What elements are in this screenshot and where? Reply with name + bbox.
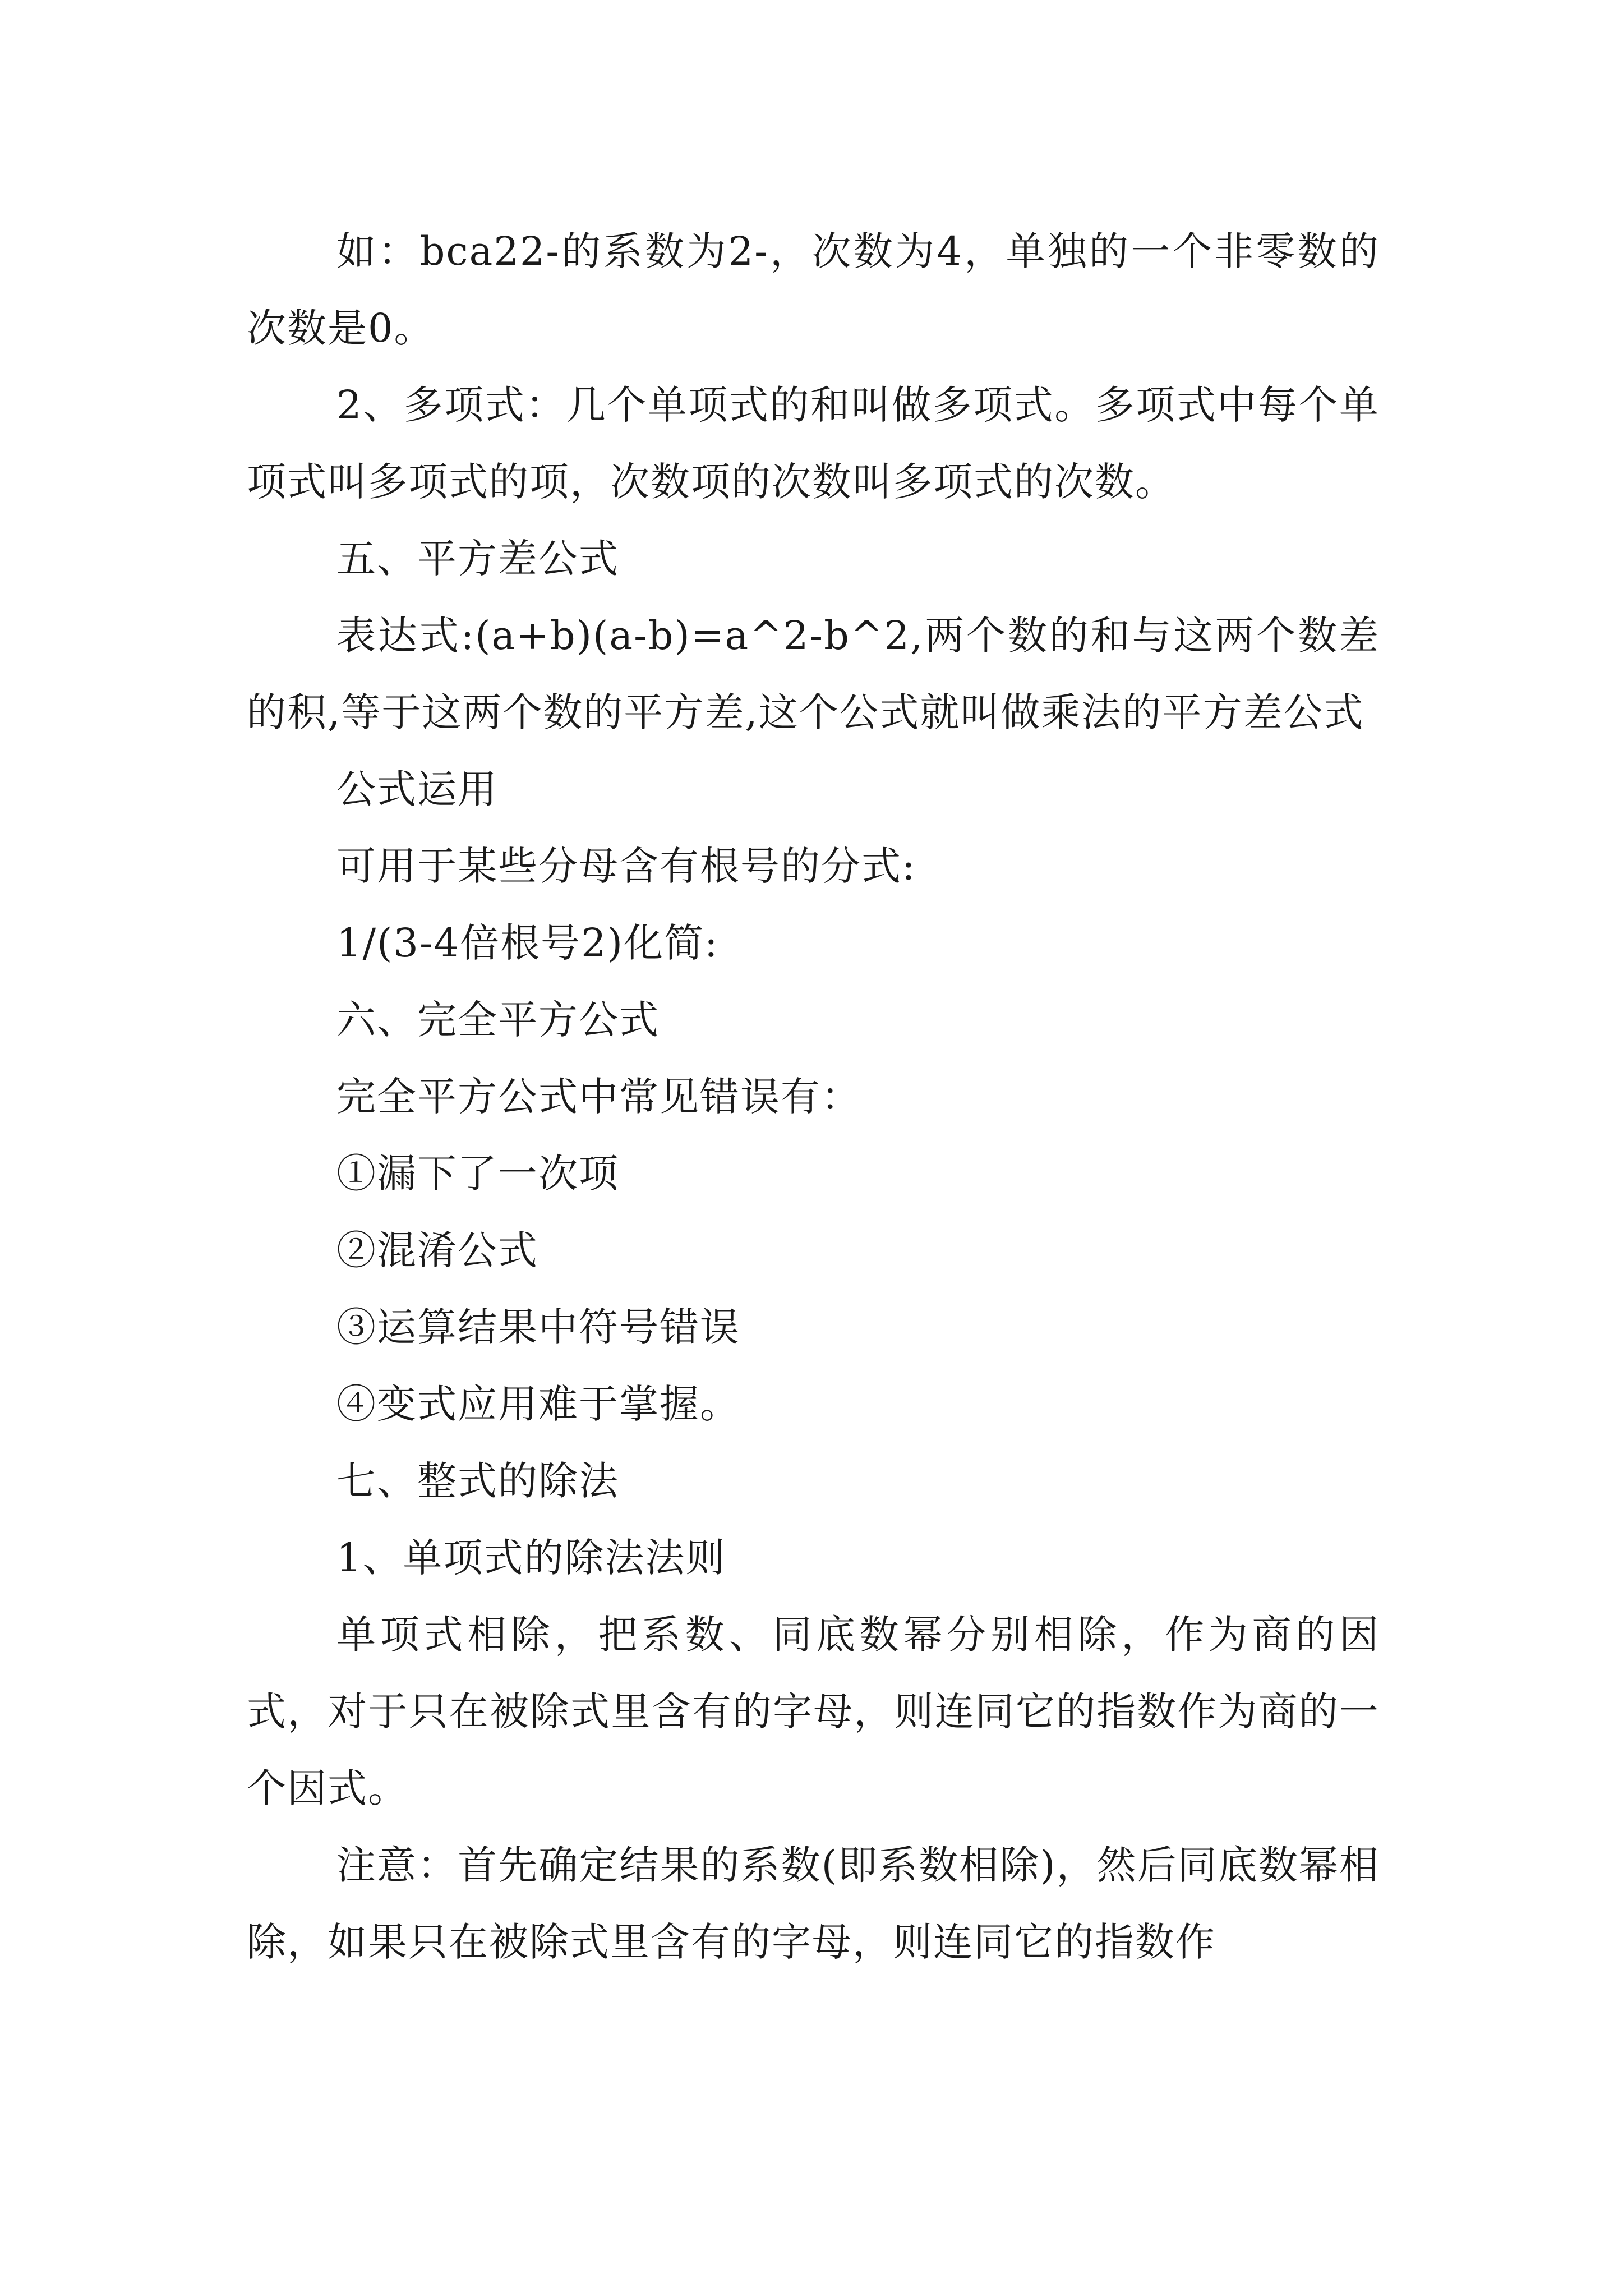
subheading-monomial-division-rule: 1、单项式的除法法则 <box>336 1535 726 1581</box>
paragraph-common-errors-intro: 完全平方公式中常见错误有： <box>336 1074 861 1120</box>
heading-difference-of-squares: 五、平方差公式 <box>336 536 619 582</box>
document-body <box>247 213 1380 1981</box>
paragraph-coefficient-example: 如：bca22-的系数为2-，次数为4，单独的一个非零数的次数是0。 <box>247 228 1380 351</box>
paragraph-simplify-example: 1/(3-4倍根号2)化简: <box>336 920 719 966</box>
list-item-error-4: ④变式应用难于掌握。 <box>336 1381 740 1427</box>
heading-polynomial-division: 七、整式的除法 <box>336 1458 619 1504</box>
list-item-error-2: ②混淆公式 <box>336 1227 538 1273</box>
list-item-error-3: ③运算结果中符号错误 <box>336 1304 740 1350</box>
paragraph-difference-of-squares-expression: 表达式:(a+b)(a-b)=a^2-b^2,两个数的和与这两个数差的积,等于这两个数的平方差,这个公式就叫做乘法的平方差公式 <box>247 613 1380 735</box>
paragraph-polynomial-definition: 2、多项式：几个单项式的和叫做多项式。多项式中每个单项式叫多项式的项，次数项的次数叫多项式的次数。 <box>247 382 1380 505</box>
paragraph-radical-denominator: 可用于某些分母含有根号的分式: <box>336 843 916 889</box>
subheading-formula-application: 公式运用 <box>336 766 498 812</box>
heading-perfect-square-formula: 六、完全平方公式 <box>336 997 660 1043</box>
paragraph-monomial-division-rule: 单项式相除，把系数、同底数幂分别相除，作为商的因式，对于只在被除式里含有的字母，则连同它的指数作为商的一个因式。 <box>247 1612 1380 1811</box>
list-item-error-1: ①漏下了一次项 <box>336 1151 619 1197</box>
paragraph-division-note: 注意：首先确定结果的系数(即系数相除)，然后同底数幂相除，如果只在被除式里含有的字母，则连同它的指数作 <box>247 1842 1380 1965</box>
